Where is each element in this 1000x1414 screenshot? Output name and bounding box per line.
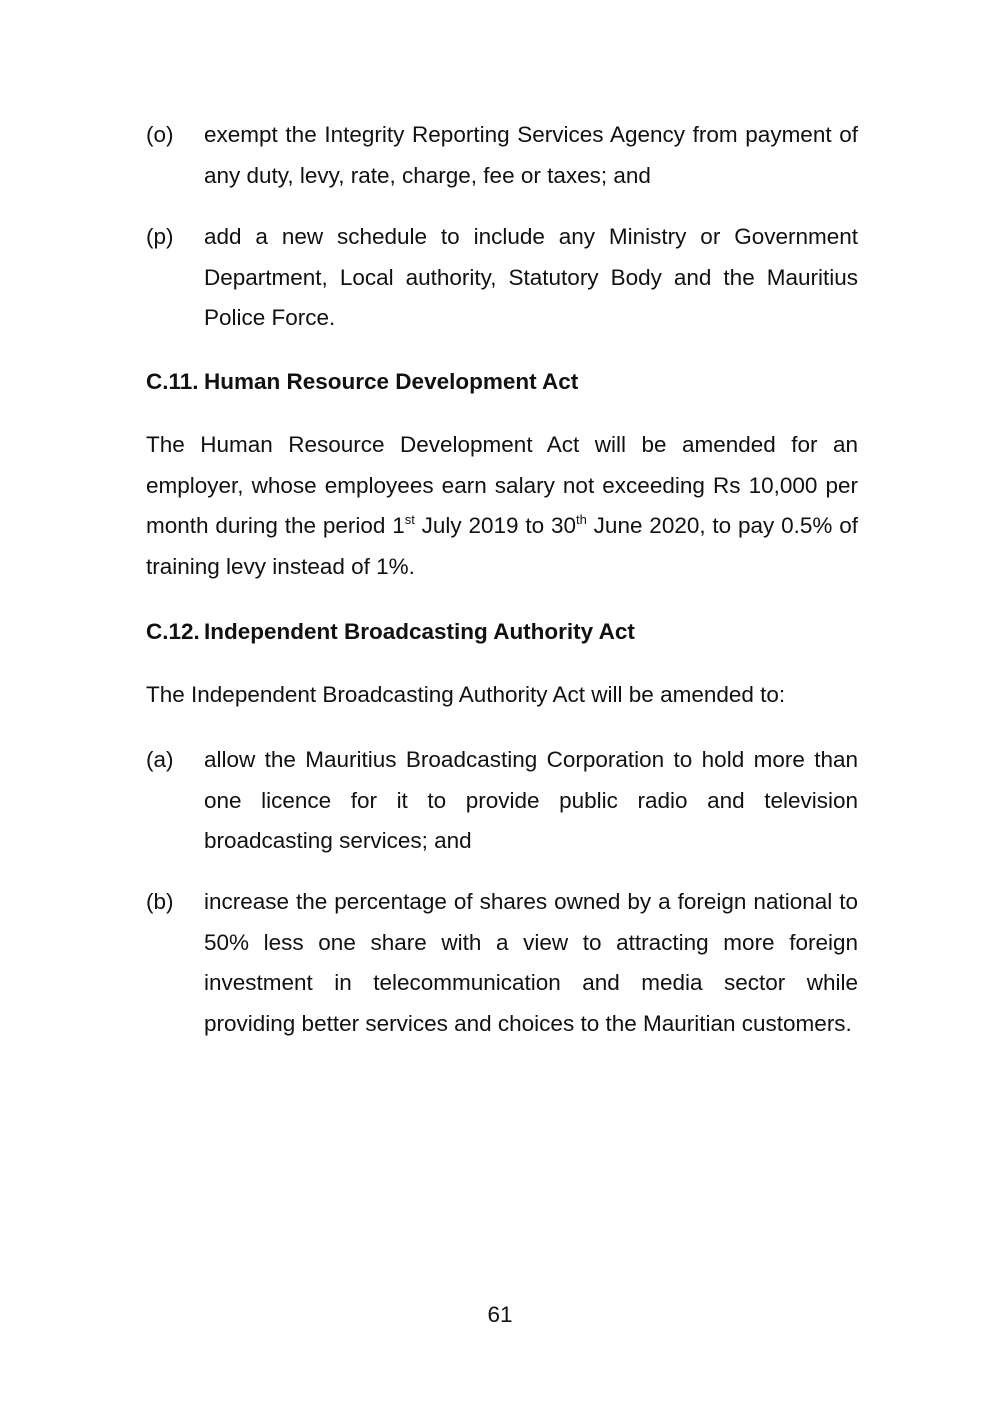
list-text: increase the percentage of shares owned by a foreign national to 50% less one share with a view to attracting more foreign investment in telecommunication and media sector while providing better services and choices to the Mauritian customers. (204, 889, 858, 1036)
section-number: C.11. (146, 369, 199, 394)
ordinal-suffix: th (576, 512, 587, 527)
list-marker: (a) (146, 747, 174, 772)
section-title: Independent Broadcasting Authority Act (204, 619, 635, 644)
paragraph-text: July 2019 to 30 (414, 513, 577, 538)
list-text: exempt the Integrity Reporting Services Agency from payment of any duty, levy, rate, charge, fee or taxes; and (204, 122, 858, 188)
list-marker: (o) (146, 122, 174, 147)
paragraph-text: The Human Resource Development Act will be amended for an employer, whose employees earn salary not exceeding Rs 10,000 per month during the period 1 (146, 432, 858, 538)
list-marker: (p) (146, 224, 174, 249)
list-text: add a new schedule to include any Ministry or Government Department, Local authority, Statutory Body and the Mauritius Police Force. (204, 224, 858, 330)
section-number: C.12. (146, 619, 200, 644)
section-title: Human Resource Development Act (204, 369, 579, 394)
page-number: 61 (487, 1302, 513, 1327)
section-c11-paragraph (146, 425, 858, 587)
ordinal-suffix: st (404, 512, 415, 527)
paragraph-text: June 2020, to pay 0.5% of training levy instead of 1%. (146, 513, 858, 579)
section-c12-intro: The Independent Broadcasting Authority Act will be amended to: (146, 682, 786, 707)
list-text: allow the Mauritius Broadcasting Corporation to hold more than one licence for it to provide public radio and television broadcasting services; and (204, 747, 858, 853)
list-marker: (b) (146, 889, 174, 914)
